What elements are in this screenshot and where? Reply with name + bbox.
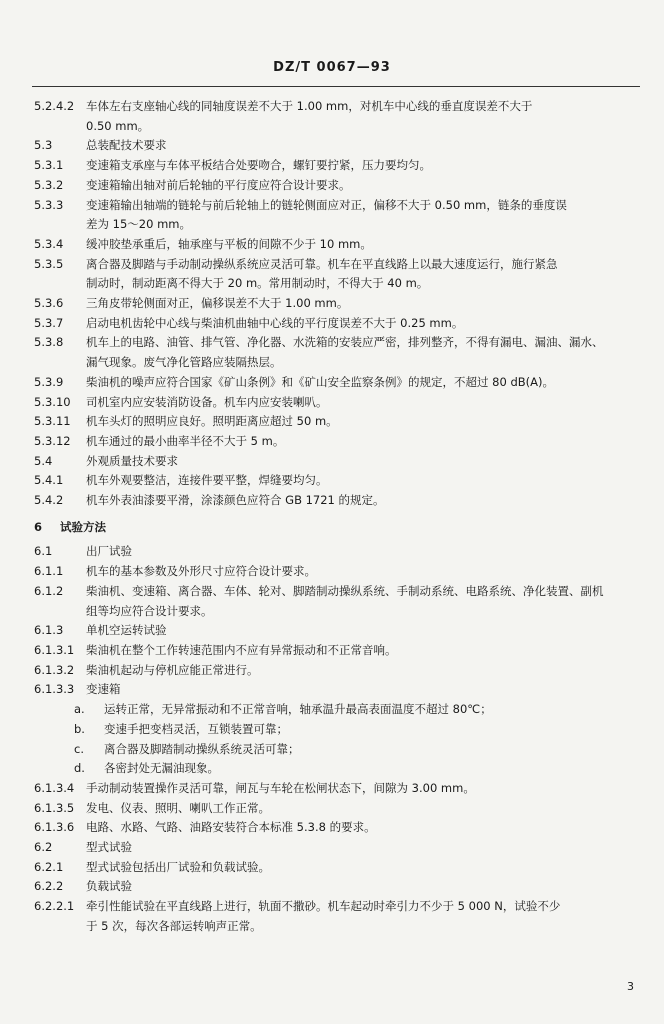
clause-text: 牵引性能试验在平直线路上进行，轨面不撒砂。机车起动时牵引力不少于 5 000 N，试验不少 [86,899,561,914]
clause-line [34,858,642,878]
clause-line [34,818,642,838]
clause-line [34,917,642,937]
clause-line [34,274,642,294]
clause-line [34,97,642,117]
clause-line [34,471,642,491]
clause-text: 变速箱 [86,682,121,697]
clause-number: d. [74,761,85,776]
clause-line [34,235,642,255]
clause-line [34,333,642,353]
clause-line [34,353,642,373]
clause-text: 机车外表油漆要平滑，涂漆颜色应符合 GB 1721 的规定。 [86,493,385,508]
header-divider [32,86,640,87]
clause-text: 柴油机的噪声应符合国家《矿山条例》和《矿山安全监察条例》的规定，不超过 80 dB(A)。 [86,374,554,389]
clause-line [34,877,642,897]
clause-line [34,117,642,137]
clause-line [34,582,642,602]
clause-text: 手动制动装置操作灵活可靠，闸瓦与车轮在松闸状态下，间隙为 3.00 mm。 [86,780,475,795]
clause-number: 5.3.2 [34,177,64,192]
clause-text: 电路、水路、气路、油路安装符合本标准 5.3.8 的要求。 [86,820,376,835]
list-item [34,700,642,720]
clause-text: 车体左右支座轴心线的同轴度误差不大于 1.00 mm，对机车中心线的垂直度误差不大于 [86,99,533,113]
clause-line [34,799,642,819]
clause-number: 5.3.3 [34,197,64,212]
clause-line [34,602,642,622]
clause-line [34,838,642,858]
clause-number: 5.4.2 [34,493,64,508]
clause-text: 各密封处无漏油现象。 [104,761,219,776]
clause-line [34,491,642,511]
clause-line [34,176,642,196]
document-body [34,97,642,937]
clause-text: 0.50 mm。 [86,118,150,133]
clause-number: 5.4.1 [34,473,64,488]
clause-number: 5.3.9 [34,374,64,389]
clause-text: 启动电机齿轮中心线与柴油机曲轴中心线的平行度误差不大于 0.25 mm。 [86,315,464,330]
clause-number: 5.3.12 [34,433,71,448]
clause-text: 型式试验包括出厂试验和负载试验。 [86,859,270,874]
clause-number: 6.1.3.4 [34,780,75,795]
clause-text: 机车头灯的照明应良好。照明距离应超过 50 m。 [86,414,338,429]
clause-text: 变速箱输出轴端的链轮与前后轮轴上的链轮侧面应对正，偏移不大于 0.50 mm，链条的垂度误 [86,197,567,212]
clause-text: 司机室内应安装消防设备。机车内应安装喇叭。 [86,394,328,409]
clause-line [34,641,642,661]
clause-number: 6.1 [34,544,53,559]
clause-number: 5.3.10 [34,394,71,409]
clause-text: 单机空运转试验 [86,623,167,638]
clause-text: 总装配技术要求 [86,138,167,153]
clause-text: 制动时，制动距离不得大于 20 m。常用制动时，不得大于 40 m。 [86,276,429,291]
clause-line [34,393,642,413]
page-number: 3 [627,980,634,993]
clause-line [34,196,642,216]
clause-line [34,156,642,176]
clause-text: 三角皮带轮侧面对正，偏移误差不大于 1.00 mm。 [86,296,349,311]
standard-header: DZ/T 0067—93 [273,60,391,75]
clause-text: 柴油机在整个工作转速范围内不应有异常振动和不正常音响。 [86,642,397,657]
list-item [34,720,642,740]
clause-line [34,562,642,582]
clause-number: 6.2.2 [34,879,64,894]
clause-text: 组等均应符合设计要求。 [86,603,213,618]
clause-text: 柴油机起动与停机应能正常进行。 [86,662,259,677]
clause-number: 5.3.6 [34,296,64,311]
clause-text: 差为 15～20 mm。 [86,217,191,232]
clause-number: 6.2 [34,840,53,855]
section-heading [34,518,642,538]
clause-text: 外观质量技术要求 [86,453,178,468]
clause-text: 运转正常，无异常振动和不正常音响，轴承温升最高表面温度不超过 80℃； [104,702,492,717]
clause-number: 6.1.3.6 [34,820,75,835]
clause-number: 6.1.3.5 [34,800,75,815]
clause-text: 机车上的电路、油管、排气管、净化器、水洗箱的安装应严密，排列整齐，不得有漏电、漏油、漏水、 [86,335,604,350]
clause-line [34,294,642,314]
clause-line [34,621,642,641]
clause-line [34,255,642,275]
clause-line [34,661,642,681]
clause-number: 6.1.3.2 [34,662,75,677]
clause-number: 6.2.2.1 [34,899,75,914]
clause-number: 6.1.2 [34,583,64,598]
clause-text: 变速箱支承座与车体平板结合处要吻合，螺钉要拧紧，压力要均匀。 [86,158,431,173]
clause-number: 5.4 [34,453,53,468]
clause-text: 机车外观要整洁，连接件要平整，焊缝要均匀。 [86,473,328,488]
list-item [34,740,642,760]
clause-number: 5.3.11 [34,414,71,429]
clause-line [34,215,642,235]
clause-line [34,779,642,799]
clause-number: 5.3.8 [34,335,64,350]
clause-number: 5.2.4.2 [34,99,75,113]
clause-text: 发电、仪表、照明、喇叭工作正常。 [86,800,270,815]
clause-number: 5.3 [34,138,53,153]
clause-line [34,314,642,334]
clause-number: c. [74,741,84,756]
clause-text: 机车通过的最小曲率半径不大于 5 m。 [86,433,285,448]
clause-number: 5.3.4 [34,236,64,251]
clause-number: 5.3.7 [34,315,64,330]
clause-number: a. [74,702,85,717]
clause-number: 6.1.3 [34,623,64,638]
clause-number: 6.1.1 [34,564,64,579]
clause-number: 5.3.5 [34,256,64,271]
clause-text: 漏气现象。废气净化管路应装隔热层。 [86,355,282,370]
clause-number: 6.1.3.3 [34,682,75,697]
clause-line [34,136,642,156]
clause-number: 5.3.1 [34,158,64,173]
clause-line [34,542,642,562]
clause-number: 6 [34,519,43,534]
clause-line [34,897,642,917]
clause-line [34,373,642,393]
clause-text: 离合器及脚踏制动操纵系统灵活可靠； [104,741,300,756]
clause-text: 负载试验 [86,879,132,894]
clause-line [34,432,642,452]
clause-text: 于 5 次，每次各部运转响声正常。 [86,918,262,933]
clause-line [34,452,642,472]
clause-number: 6.1.3.1 [34,642,75,657]
list-item [34,759,642,779]
clause-text: 柴油机、变速箱、离合器、车体、轮对、脚踏制动操纵系统、手制动系统、电路系统、净化装置、副机 [86,583,604,598]
clause-line [34,412,642,432]
clause-text: 型式试验 [86,840,132,855]
clause-number: 6.2.1 [34,859,64,874]
clause-text: 变速手把变档灵活，互锁装置可靠； [104,721,288,736]
clause-text: 出厂试验 [86,544,132,559]
clause-text: 机车的基本参数及外形尺寸应符合设计要求。 [86,564,316,579]
clause-text: 离合器及脚踏与手动制动操纵系统应灵活可靠。机车在平直线路上以最大速度运行，施行紧急 [86,256,558,271]
clause-text: 缓冲胶垫承重后，轴承座与平板的间隙不少于 10 mm。 [86,236,372,251]
clause-text: 变速箱输出轴对前后轮轴的平行度应符合设计要求。 [86,177,351,192]
clause-line [34,680,642,700]
clause-text: 试验方法 [60,519,106,534]
clause-number: b. [74,721,85,736]
